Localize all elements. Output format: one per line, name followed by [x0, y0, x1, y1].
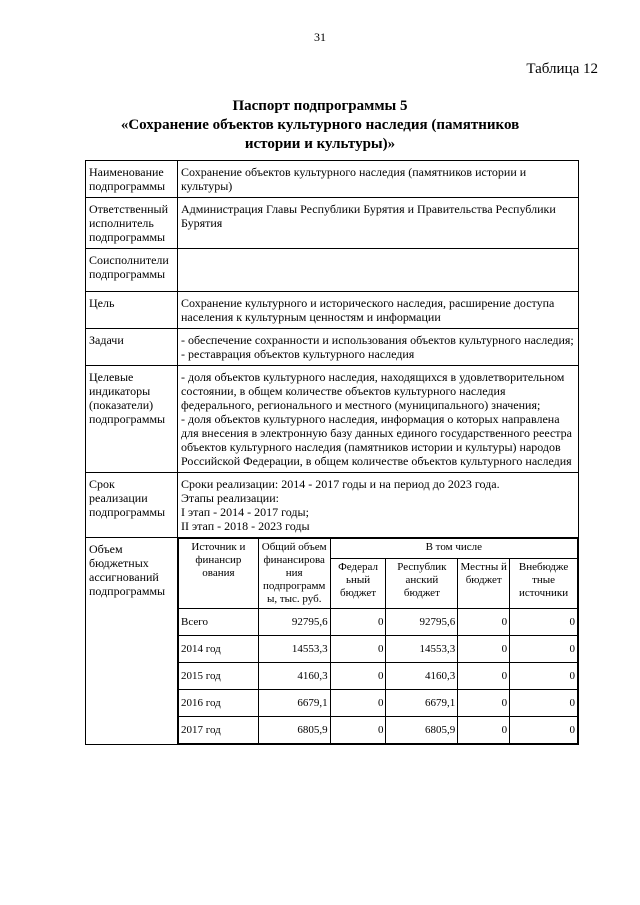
finance-row [179, 690, 578, 717]
finance-row-label: 2014 год [179, 636, 259, 663]
period-line-2: Этапы реализации: [181, 491, 279, 505]
page-number: 31 [314, 30, 326, 44]
row-name-value: Сохранение объектов культурного наследия (памятников истории и культуры) [178, 161, 579, 198]
finance-row-extra: 0 [510, 636, 578, 663]
row-executor-label: Ответственный исполнитель подпрограммы [86, 198, 178, 249]
row-goal-label: Цель [86, 292, 178, 329]
finance-row-extra: 0 [510, 663, 578, 690]
title-line-2: «Сохранение объектов культурного наследия (памятников [120, 117, 520, 133]
finance-row-total: 6679,1 [258, 690, 330, 717]
finance-row-local: 0 [458, 609, 510, 636]
row-budget-value [178, 538, 579, 745]
finance-row-federal: 0 [330, 717, 386, 744]
finance-row-label: 2015 год [179, 663, 259, 690]
finance-row-total: 14553,3 [258, 636, 330, 663]
row-executor-value: Администрация Главы Республики Бурятия и Правительства Республики Бурятия [178, 198, 579, 249]
table-label: Таблица 12 [526, 61, 598, 77]
finance-header-local: Местны й бюджет [458, 559, 510, 609]
finance-row-label: Всего [179, 609, 259, 636]
finance-row-republic: 6805,9 [386, 717, 458, 744]
title-line-3: истории и культуры)» [244, 136, 396, 152]
finance-header-federal: Федерал ьный бюджет [330, 559, 386, 609]
finance-row-local: 0 [458, 636, 510, 663]
finance-table [178, 538, 578, 744]
row-name-label: Наименование подпрограммы [86, 161, 178, 198]
indicator-2: - доля объектов культурного наследия, информация о которых направлена для внесения в электронную базу данных единого государственного реестра объектов культурного наследия (памятников истории и культуры) народов Российской Федерации, в общем количестве объектов культурного наследия [181, 412, 572, 468]
finance-row-label: 2017 год [179, 717, 259, 744]
period-line-4: II этап - 2018 - 2023 годы [181, 519, 310, 533]
finance-row-extra: 0 [510, 609, 578, 636]
finance-row-label: 2016 год [179, 690, 259, 717]
finance-row-republic: 6679,1 [386, 690, 458, 717]
finance-row-local: 0 [458, 663, 510, 690]
finance-row-federal: 0 [330, 663, 386, 690]
finance-row [179, 609, 578, 636]
task-1: - обеспечение сохранности и использования объектов культурного наследия; [181, 333, 574, 347]
finance-row-local: 0 [458, 717, 510, 744]
row-tasks [86, 329, 579, 366]
finance-header-republic: Республик анский бюджет [386, 559, 458, 609]
row-name [86, 161, 579, 198]
row-period [86, 473, 579, 538]
finance-row-local: 0 [458, 690, 510, 717]
finance-row-federal: 0 [330, 690, 386, 717]
task-2: - реставрация объектов культурного наследия [181, 347, 415, 361]
finance-row-total: 6805,9 [258, 717, 330, 744]
finance-row-total: 4160,3 [258, 663, 330, 690]
title-line-1: Паспорт подпрограммы 5 [232, 98, 408, 114]
row-budget-label: Объем бюджетных ассигнований подпрограммы [86, 538, 178, 745]
row-executor [86, 198, 579, 249]
finance-row-federal: 0 [330, 636, 386, 663]
finance-row-federal: 0 [330, 609, 386, 636]
row-period-value [178, 473, 579, 538]
row-budget [86, 538, 579, 745]
row-goal-value: Сохранение культурного и исторического наследия, расширение доступа населения к культурным ценностям и информации [178, 292, 579, 329]
row-indicators [86, 366, 579, 473]
finance-row [179, 663, 578, 690]
finance-row [179, 636, 578, 663]
finance-row [179, 717, 578, 744]
finance-header-total: Общий объем финансирова ния подпрограмм ы, тыс. руб. [258, 539, 330, 609]
document-title [80, 97, 560, 154]
row-coexecutors [86, 249, 579, 292]
row-tasks-label: Задачи [86, 329, 178, 366]
row-period-label: Срок реализации подпрограммы [86, 473, 178, 538]
row-coexecutors-value [178, 249, 579, 292]
row-goal [86, 292, 579, 329]
finance-row-extra: 0 [510, 717, 578, 744]
period-line-1: Сроки реализации: 2014 - 2017 годы и на период до 2023 года. [181, 477, 500, 491]
row-indicators-value [178, 366, 579, 473]
row-tasks-value [178, 329, 579, 366]
passport-table [85, 160, 579, 745]
finance-row-republic: 14553,3 [386, 636, 458, 663]
finance-header-source: Источник и финансир ования [179, 539, 259, 609]
period-line-3: I этап - 2014 - 2017 годы; [181, 505, 309, 519]
finance-header-extra: Внебюдже тные источники [510, 559, 578, 609]
indicator-1: - доля объектов культурного наследия, находящихся в удовлетворительном состоянии, в общем количестве объектов культурного наследия федерального, регионального и местного (муниципального) значения; [181, 370, 565, 412]
finance-row-republic: 4160,3 [386, 663, 458, 690]
finance-row-extra: 0 [510, 690, 578, 717]
finance-row-total: 92795,6 [258, 609, 330, 636]
finance-header-including: В том числе [330, 539, 577, 559]
row-indicators-label: Целевые индикаторы (показатели) подпрограммы [86, 366, 178, 473]
row-coexecutors-label: Соисполнители подпрограммы [86, 249, 178, 292]
finance-row-republic: 92795,6 [386, 609, 458, 636]
